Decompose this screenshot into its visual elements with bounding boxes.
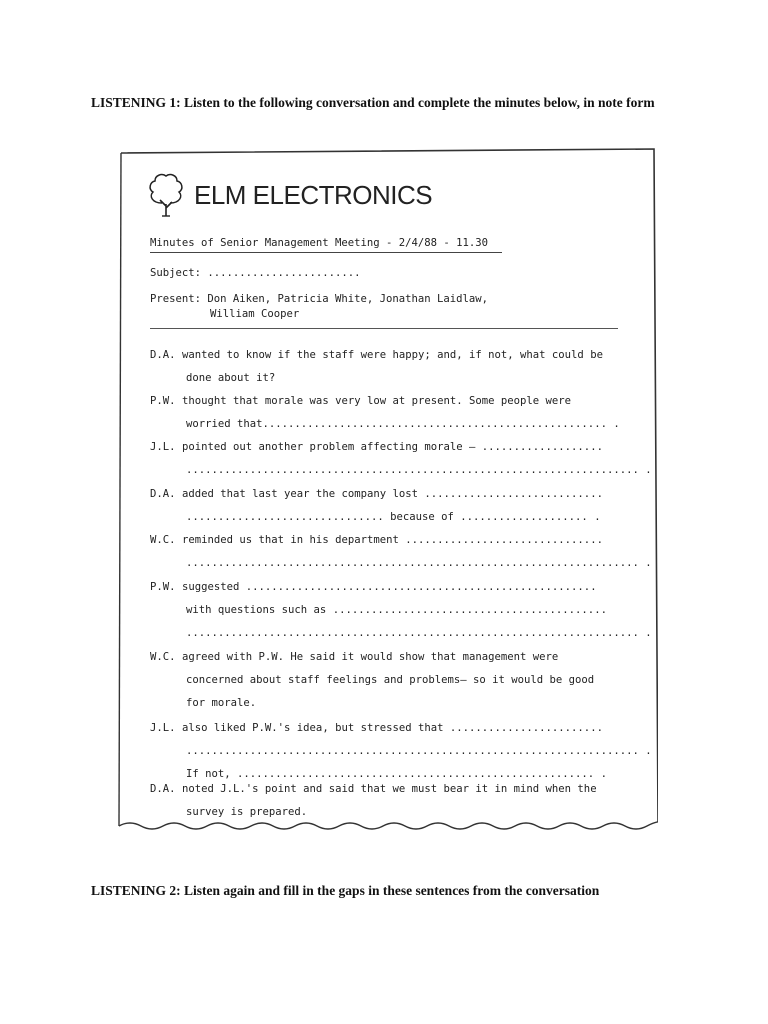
entry-text: ............................... because of .................... . — [186, 511, 601, 523]
entry-text: thought that morale was very low at present. Some people were — [182, 395, 572, 407]
entry-text: worried that...................................................... . — [186, 418, 620, 430]
entry-text: If not, ........................................................ . — [186, 768, 607, 780]
entry-text: for morale. — [186, 697, 257, 709]
speaker-initials: D.A. — [150, 349, 176, 361]
entry-text: ....................................................................... . — [186, 557, 652, 569]
divider — [150, 328, 618, 329]
entry-text: survey is prepared. — [186, 806, 308, 818]
entry-text: added that last year the company lost ............................ — [182, 488, 603, 500]
entry-text: concerned about staff feelings and problems— so it would be good — [186, 674, 595, 686]
company-name: ELM ELECTRONICS — [194, 179, 433, 210]
subject-line: Subject: ........................ — [150, 267, 361, 279]
minutes-entry — [150, 717, 652, 786]
speaker-initials: P.W. — [150, 395, 176, 407]
entry-text: noted J.L.'s point and said that we must bear it in mind when the — [182, 783, 597, 795]
entry-text: also liked P.W.'s idea, but stressed that ........................ — [182, 722, 603, 734]
speaker-initials: D.A. — [150, 783, 176, 795]
speaker-initials: D.A. — [150, 488, 176, 500]
minutes-entry — [150, 344, 620, 390]
entry-text: wanted to know if the staff were happy; and, if not, what could be — [182, 349, 603, 361]
entry-text: suggested ....................................................... — [182, 581, 597, 593]
present-line-1: Present: Don Aiken, Patricia White, Jonathan Laidlaw, — [150, 293, 489, 305]
minutes-entry — [150, 436, 652, 482]
minutes-entry — [150, 646, 620, 715]
minutes-entry — [150, 529, 652, 575]
entry-text: pointed out another problem affecting morale — ................... — [182, 441, 603, 453]
minutes-document — [118, 148, 658, 832]
speaker-initials: W.C. — [150, 534, 176, 546]
minutes-entry — [150, 576, 652, 645]
entry-text: ....................................................................... . — [186, 745, 652, 757]
listening-2-instruction: LISTENING 2: Listen again and fill in the gaps in these sentences from the conversation — [91, 883, 600, 898]
entry-text: agreed with P.W. He said it would show that management were — [182, 651, 559, 663]
entry-text: with questions such as ........................................... — [186, 604, 607, 616]
tree-icon — [144, 170, 188, 220]
entry-text: reminded us that in his department ............................... — [182, 534, 603, 546]
present-line-2: William Cooper — [210, 308, 300, 320]
minutes-entry — [150, 483, 620, 529]
listening-1-instruction: LISTENING 1: Listen to the following conversation and complete the minutes below, in note form — [91, 95, 655, 110]
entry-text: ....................................................................... . — [186, 627, 652, 639]
minutes-entry — [150, 778, 620, 824]
entry-text: done about it? — [186, 372, 276, 384]
speaker-initials: P.W. — [150, 581, 176, 593]
minutes-entry — [150, 390, 620, 436]
speaker-initials: J.L. — [150, 441, 176, 453]
meeting-heading: Minutes of Senior Management Meeting - 2/4/88 - 11.30 — [150, 237, 502, 253]
speaker-initials: W.C. — [150, 651, 176, 663]
entry-text: ....................................................................... . — [186, 464, 652, 476]
speaker-initials: J.L. — [150, 722, 176, 734]
company-header — [144, 170, 432, 220]
